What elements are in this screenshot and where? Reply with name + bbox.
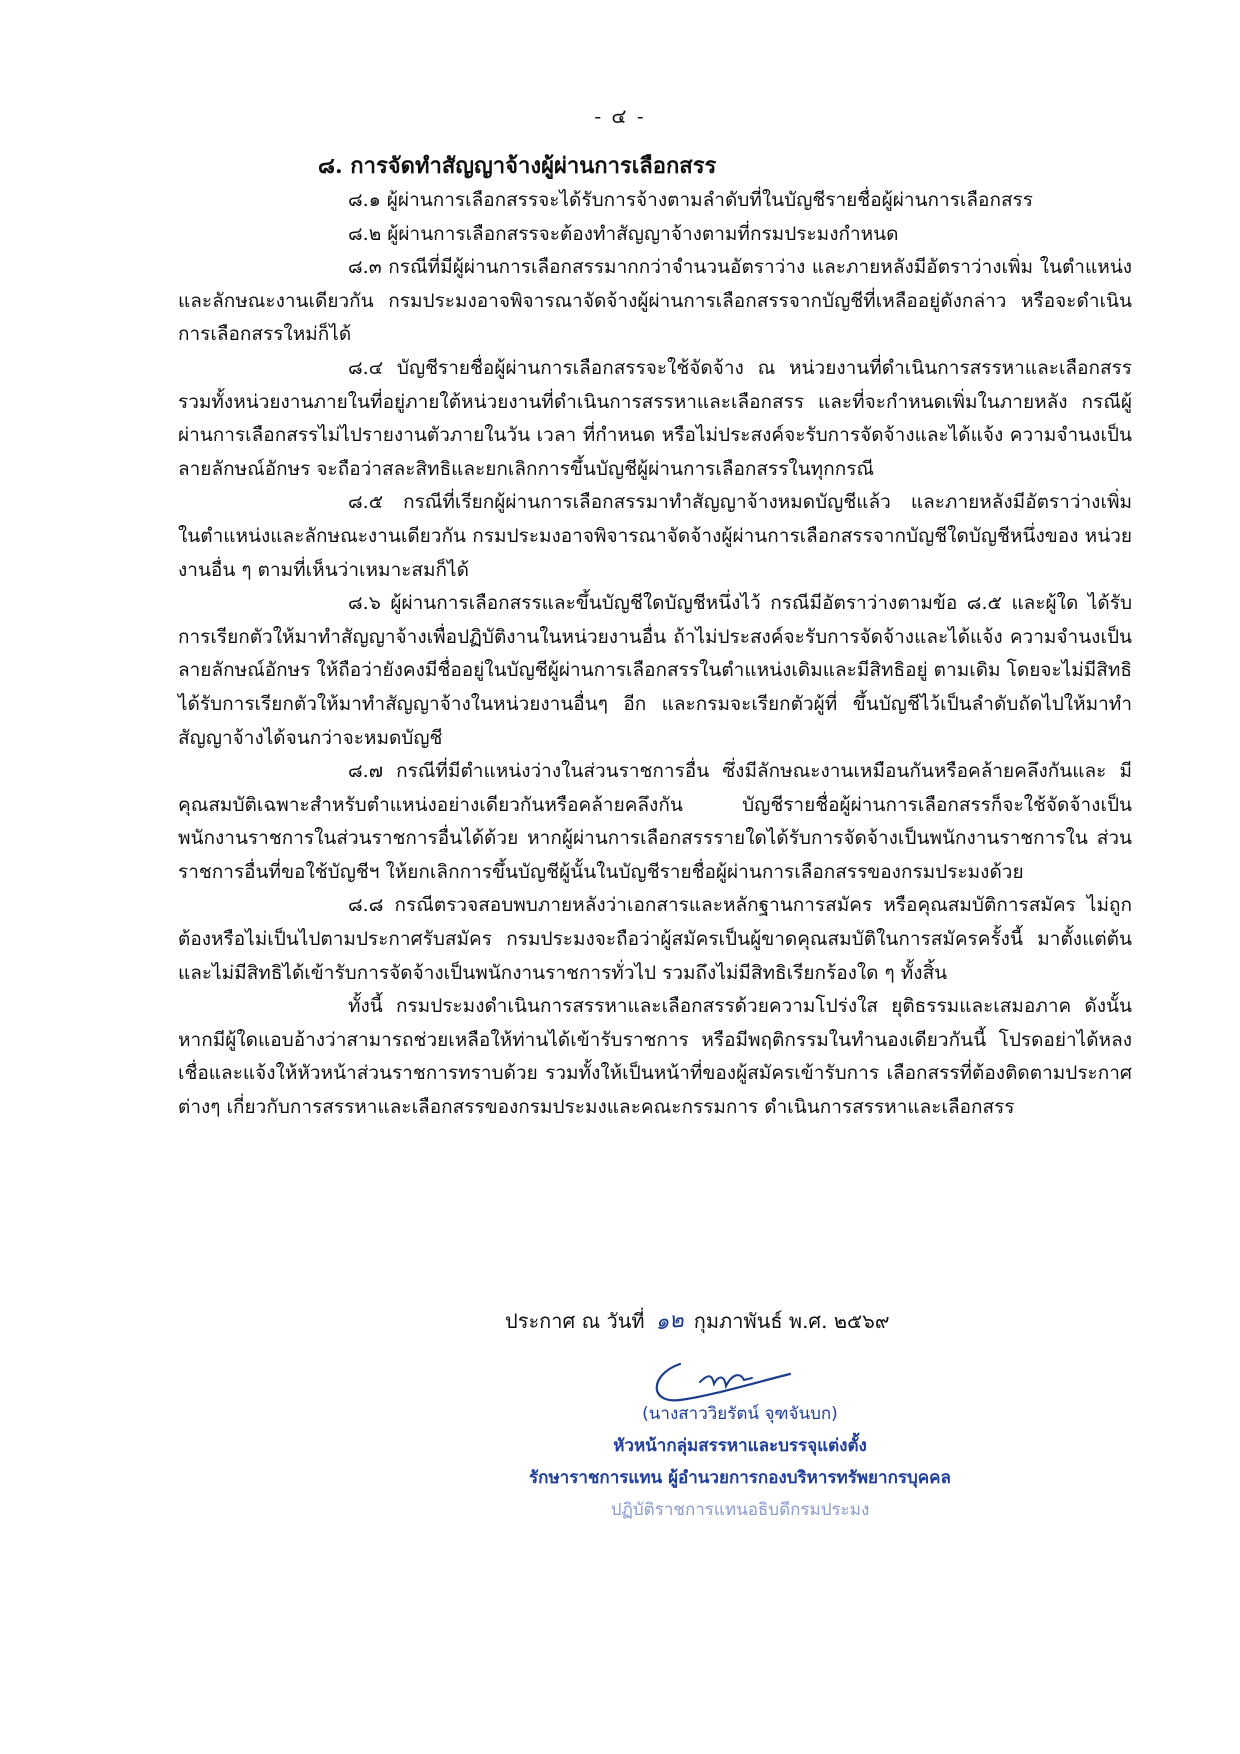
paragraph-8-8: ๘.๘ กรณีตรวจสอบพบภายหลังว่าเอกสารและหลักฐานการสมัคร หรือคุณสมบัติการสมัคร ไม่ถูกต้องหรือไม่เป็นไปตามประกาศรับสมัคร กรมประมงจะถือว่าผู้สมัครเป็นผู้ขาดคุณสมบัติในการสมัครครั้งนี้ มาตั้งแต่ต้น และไม่มีสิทธิได้เข้ารับการจัดจ้างเป็นพนักงานราชการทั่วไป รวมถึงไม่มีสิทธิเรียกร้องใด ๆ ทั้งสิ้น xyxy=(178,894,1132,984)
section-heading: ๘. การจัดทำสัญญาจ้างผู้ผ่านการเลือกสรร xyxy=(318,153,717,179)
paragraph-8-7: ๘.๗ กรณีที่มีตำแหน่งว่างในส่วนราชการอื่น ซึ่งมีลักษณะงานเหมือนกันหรือคล้ายคลึงกันและ มีคุณสมบัติเฉพาะสำหรับตำแหน่งอย่างเดียวกันหรือคล้ายคลึงกัน บัญชีรายชื่อผู้ผ่านการเลือกสรรก็จะใช้จัดจ้างเป็น พนักงานราชการในส่วนราชการอื่นได้ด้วย หากผู้ผ่านการเลือกสรรรายใดได้รับการจัดจ้างเป็นพนักงานราชการใน ส่วนราชการอื่นที่ขอใช้บัญชีฯ ให้ยกเลิกการขึ้นบัญชีผู้นั้นในบัญชีรายชื่อผู้ผ่านการเลือกสรรของกรมประมงด้วย xyxy=(178,760,1132,883)
signatory-position: หัวหน้ากลุ่มสรรหาและบรรจุแต่งตั้ง xyxy=(613,1436,867,1456)
signatory-acting-role: รักษาราชการแทน ผู้อำนวยการกองบริหารทรัพยากรบุคคล xyxy=(529,1468,951,1488)
signatory-name: (นางสาววิยรัตน์ จุฑจันบก) xyxy=(642,1404,838,1424)
paragraph-8-6: ๘.๖ ผู้ผ่านการเลือกสรรและขึ้นบัญชีใดบัญชีหนึ่งไว้ กรณีมีอัตราว่างตามข้อ ๘.๕ และผู้ใด ได้รับการเรียกตัวให้มาทำสัญญาจ้างเพื่อปฏิบัติงานในหน่วยงานอื่น ถ้าไม่ประสงค์จะรับการจัดจ้างและได้แจ้ง ความจำนงเป็นลายลักษณ์อักษร ให้ถือว่ายังคงมีชื่ออยู่ในบัญชีผู้ผ่านการเลือกสรรในตำแหน่งเดิมและมีสิทธิอยู่ ตามเดิม โดยจะไม่มีสิทธิได้รับการเรียกตัวให้มาทำสัญญาจ้างในหน่วยงานอื่นๆ อีก และกรมจะเรียกตัวผู้ที่ ขึ้นบัญชีไว้เป็นลำดับถัดไปให้มาทำสัญญาจ้างได้จนกว่าจะหมดบัญชี xyxy=(178,592,1132,749)
signatory-on-behalf: ปฏิบัติราชการแทนอธิบดีกรมประมง xyxy=(610,1500,870,1520)
paragraph-8-5: ๘.๕ กรณีที่เรียกผู้ผ่านการเลือกสรรมาทำสัญญาจ้างหมดบัญชีแล้ว และภายหลังมีอัตราว่างเพิ่ม ในตำแหน่งและลักษณะงานเดียวกัน กรมประมงอาจพิจารณาจัดจ้างผู้ผ่านการเลือกสรรจากบัญชีใดบัญชีหนึ่งของ หน่วยงานอื่น ๆ ตามที่เห็นว่าเหมาะสมก็ได้ xyxy=(178,491,1132,581)
announcement-suffix: กุมภาพันธ์ พ.ศ. ๒๕๖๙ xyxy=(693,1309,890,1333)
handwritten-day: ๑๒ xyxy=(653,1307,685,1336)
signature-block xyxy=(460,1398,1020,1526)
paragraph-8-1: ๘.๑ ผู้ผ่านการเลือกสรรจะได้รับการจ้างตามลำดับที่ในบัญชีรายชื่อผู้ผ่านการเลือกสรร xyxy=(348,189,1033,211)
announcement-date-line xyxy=(505,1303,890,1338)
announcement-prefix: ประกาศ ณ วันที่ xyxy=(505,1309,645,1333)
paragraph-8-4: ๘.๔ บัญชีรายชื่อผู้ผ่านการเลือกสรรจะใช้จัดจ้าง ณ หน่วยงานที่ดำเนินการสรรหาและเลือกสรร รวมทั้งหน่วยงานภายในที่อยู่ภายใต้หน่วยงานที่ดำเนินการสรรหาและเลือกสรร และที่จะกำหนดเพิ่มในภายหลัง กรณีผู้ผ่านการเลือกสรรไม่ไปรายงานตัวภายในวัน เวลา ที่กำหนด หรือไม่ประสงค์จะรับการจัดจ้างและได้แจ้ง ความจำนงเป็นลายลักษณ์อักษร จะถือว่าสละสิทธิและยกเลิกการขึ้นบัญชีผู้ผ่านการเลือกสรรในทุกกรณี xyxy=(178,356,1132,480)
page-number: - ๔ - xyxy=(594,104,646,128)
paragraph-8-2: ๘.๒ ผู้ผ่านการเลือกสรรจะต้องทำสัญญาจ้างตามที่กรมประมงกำหนด xyxy=(348,222,899,245)
body-text xyxy=(178,184,1132,1125)
paragraph-8-3: ๘.๓ กรณีที่มีผู้ผ่านการเลือกสรรมากกว่าจำนวนอัตราว่าง และภายหลังมีอัตราว่างเพิ่ม ในตำแหน่งและลักษณะงานเดียวกัน กรมประมงอาจพิจารณาจัดจ้างผู้ผ่านการเลือกสรรจากบัญชีที่เหลืออยู่ดังกล่าว หรือจะดำเนินการเลือกสรรใหม่ก็ได้ xyxy=(178,256,1132,346)
paragraph-closing-notice: ทั้งนี้ กรมประมงดำเนินการสรรหาและเลือกสรรด้วยความโปร่งใส ยุติธรรมและเสมอภาค ดังนั้น หากมีผู้ใดแอบอ้างว่าสามารถช่วยเหลือให้ท่านได้เข้ารับราชการ หรือมีพฤติกรรมในทำนองเดียวกันนี้ โปรดอย่าได้หลงเชื่อและแจ้งให้หัวหน้าส่วนราชการทราบด้วย รวมทั้งให้เป็นหน้าที่ของผู้สมัครเข้ารับการ เลือกสรรที่ต้องติดตามประกาศต่างๆ เกี่ยวกับการสรรหาและเลือกสรรของกรมประมงและคณะกรรมการ ดำเนินการสรรหาและเลือกสรร xyxy=(178,995,1132,1119)
